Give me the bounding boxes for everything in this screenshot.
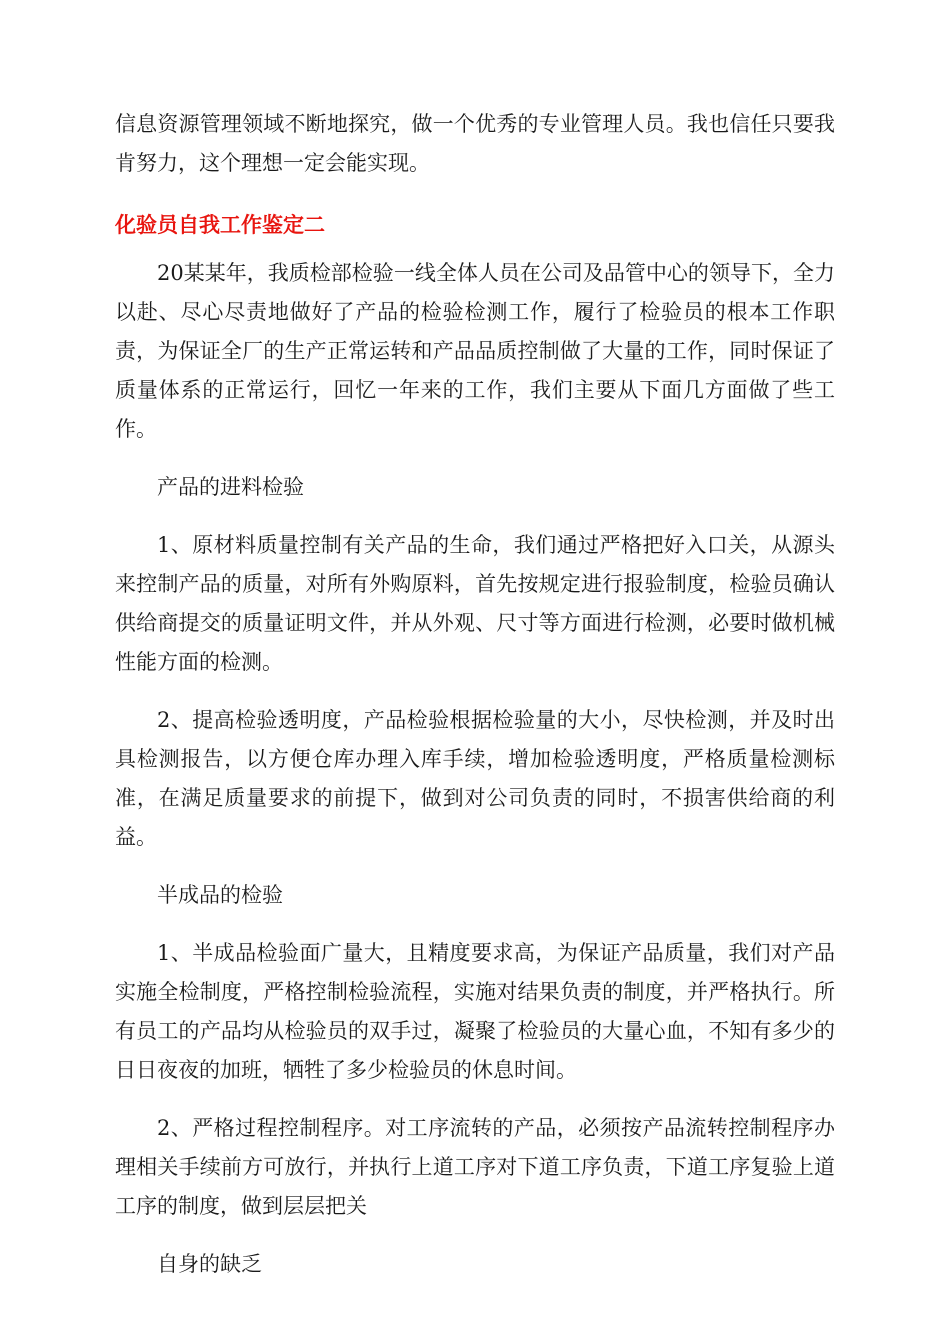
paragraph-process-control: 2、严格过程控制程序。对工序流转的产品，必须按产品流转控制程序办理相关手续前方可放行，并执行上道工序对下道工序负责，下道工序复验上道工序的制度，做到层层把关: [115, 1116, 835, 1218]
paragraph-overview: 20某某年，我质检部检验一线全体人员在公司及品管中心的领导下，全力以赴、尽心尽责地做好了产品的检验检测工作，履行了检验员的根本工作职责，为保证全厂的生产正常运转和产品品质控制做了大量的工作，同时保证了质量体系的正常运行，回忆一年来的工作，我们主要从下面几方面做了些工作。: [115, 261, 835, 441]
paragraph-transparency: 2、提高检验透明度，产品检验根据检验量的大小，尽快检测，并及时出具检测报告，以方便仓库办理入库手续，增加检验透明度，严格质量检测标准，在满足质量要求的前提下，做到对公司负责的同时，不损害供给商的利益。: [115, 708, 835, 849]
subheading-semi-finished: 半成品的检验: [157, 883, 283, 907]
section-title: 化验员自我工作鉴定二: [115, 213, 325, 237]
paragraph-raw-material: 1、原材料质量控制有关产品的生命，我们通过严格把好入口关，从源头来控制产品的质量，对所有外购原料，首先按规定进行报验制度，检验员确认供给商提交的质量证明文件，并从外观、尺寸等方面进行检测，必要时做机械性能方面的检测。: [115, 533, 835, 674]
paragraph-full-inspection: 1、半成品检验面广量大，且精度要求高，为保证产品质量，我们对产品实施全检制度，严格控制检验流程，实施对结果负责的制度，并严格执行。所有员工的产品均从检验员的双手过，凝聚了检验员的大量心血，不知有多少的日日夜夜的加班，牺牲了多少检验员的休息时间。: [115, 941, 835, 1082]
document-page: [115, 105, 835, 1284]
subheading-shortcomings: 自身的缺乏: [157, 1252, 262, 1276]
subheading-incoming-inspection: 产品的进料检验: [157, 475, 304, 499]
intro-paragraph: 信息资源管理领域不断地探究，做一个优秀的专业管理人员。我也信任只要我肯努力，这个理想一定会能实现。: [115, 112, 835, 175]
